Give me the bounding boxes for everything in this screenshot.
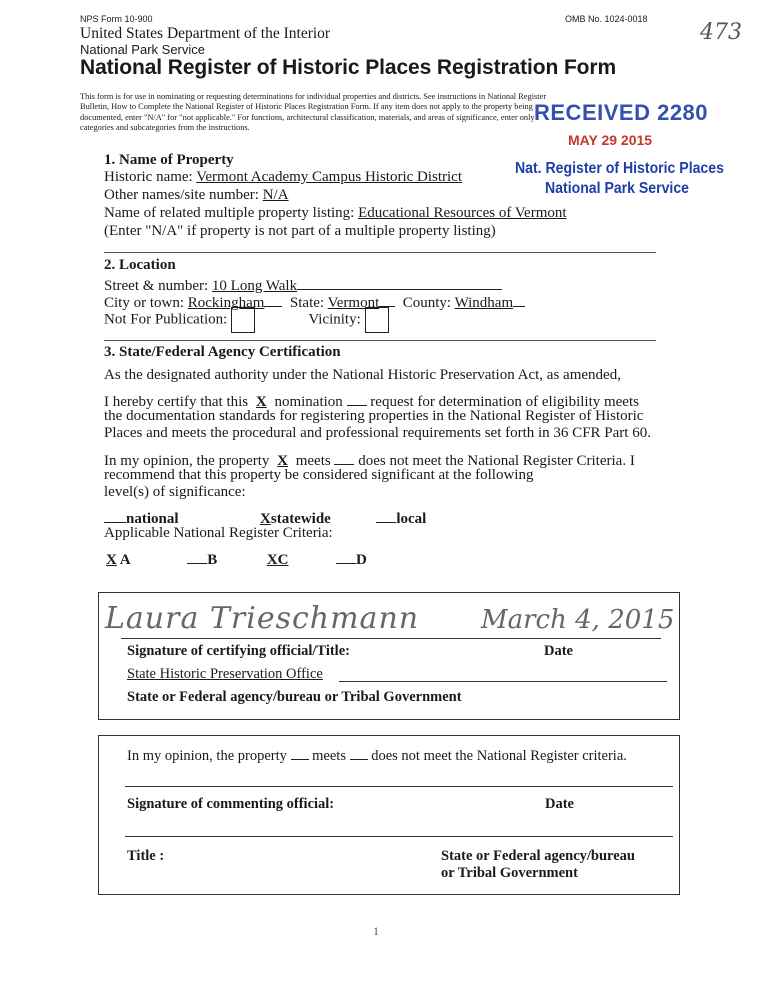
authority-statement: As the designated authority under the National Historic Preservation Act, as amended, [104, 367, 621, 383]
instruction-line: This form is for use in nominating or requesting determinations for individual properties and districts. See instructions in National Register [80, 92, 547, 101]
certify-text: I hereby certify that this [104, 394, 249, 410]
criterion-b: B [207, 552, 218, 568]
street-value: 10 Long Walk [211, 278, 298, 294]
criterion-b-blank [187, 549, 207, 564]
does-not-meet-blank [350, 745, 368, 760]
blank-line [297, 275, 502, 290]
state-value: Vermont [327, 295, 380, 311]
received-stamp: RECEIVED 2280 [534, 100, 709, 125]
instruction-line: Bulletin, How to Complete the National Register of Historic Places Registration Form. If any item does not apply to the property being [80, 102, 533, 112]
criterion-c: C [277, 552, 289, 568]
does-not-meet-blank [334, 450, 354, 465]
handwritten-date: March 4, 2015 [481, 605, 675, 635]
other-names-row [104, 187, 289, 204]
commenting-agency-line2: or Tribal Government [441, 865, 578, 881]
certifying-signature-label: Signature of certifying official/Title: [127, 643, 350, 659]
state-label: State: [289, 295, 325, 311]
criterion-a: A [119, 552, 130, 568]
office-name: State Historic Preservation Office [127, 666, 323, 682]
blank-line [264, 292, 282, 307]
commenting-does-not-meet-label: does not meet the National Register criteria. [371, 748, 627, 764]
opinion-line-3: level(s) of significance: [104, 484, 246, 500]
signature-line [121, 638, 661, 639]
opinion-line-2: recommend that this property be considered significant at the following [104, 467, 534, 483]
certifying-official-box [98, 592, 680, 720]
historic-name-label: Historic name: [104, 169, 193, 185]
meets-label: meets [295, 453, 331, 469]
form-number: NPS Form 10-900 [80, 14, 153, 24]
commenting-signature-line [125, 786, 673, 787]
section1-heading: 1. Name of Property [104, 152, 234, 168]
divider [104, 340, 656, 341]
criterion-d: D [356, 552, 367, 568]
statewide-label: statewide [270, 511, 331, 527]
county-value: Windham [454, 295, 514, 311]
related-listing-value: Educational Resources of Vermont [358, 205, 567, 221]
commenting-meets-label: meets [312, 748, 346, 764]
commenting-title-label: Title : [127, 848, 165, 864]
service-name: National Park Service [80, 42, 205, 57]
instruction-line: categories and subcategories from the instructions. [80, 123, 250, 133]
vicinity-checkbox[interactable] [365, 307, 389, 333]
instruction-line: documented, enter "N/A" for "not applicable." For functions, architectural classification, materials, and areas of significance, enter only [80, 112, 535, 122]
related-listing-row [104, 205, 567, 222]
omb-number: OMB No. 1024-0018 [565, 14, 648, 24]
request-blank [347, 391, 367, 406]
blank-line [379, 292, 395, 307]
certify-line-2: the documentation standards for registering properties in the National Register of Historic [104, 408, 644, 424]
does-not-meet-label: does not meet the National Register Criteria. I [358, 453, 635, 469]
commenting-opinion-row [127, 745, 627, 765]
other-names-value: N/A [262, 187, 289, 203]
related-listing-note: (Enter "N/A" if property is not part of a multiple property listing) [104, 223, 496, 239]
local-label: local [396, 511, 427, 527]
city-value: Rockingham [187, 295, 265, 311]
criterion-d-blank [336, 549, 356, 564]
historic-name-value: Vermont Academy Campus Historic District [196, 169, 463, 185]
commenting-signature-label: Signature of commenting official: [127, 796, 335, 812]
other-names-label: Other names/site number: [104, 187, 259, 203]
certifying-date-label: Date [544, 643, 573, 659]
title-line [125, 836, 673, 837]
page-number: 1 [373, 924, 379, 938]
national-label: national [126, 511, 179, 527]
meets-mark: X [277, 453, 288, 469]
office-line [339, 681, 667, 682]
criteria-row [104, 549, 367, 569]
nomination-mark: X [255, 394, 267, 410]
commenting-date-label: Date [545, 796, 574, 812]
vicinity-label: Vicinity: [308, 311, 361, 328]
criterion-a-mark: X [106, 552, 117, 568]
meets-blank [291, 745, 309, 760]
divider [104, 252, 656, 253]
agency-stamp-line1: Nat. Register of Historic Places [515, 160, 724, 177]
certify-line-3: Places and meets the procedural and professional requirements set forth in 36 CFR Part 60. [104, 425, 651, 441]
department-name: United States Department of the Interior [80, 25, 331, 42]
request-label: request for determination of eligibility meets [370, 394, 639, 410]
city-label: City or town: [104, 295, 185, 311]
received-date-stamp: MAY 29 2015 [568, 132, 653, 148]
not-for-publication-checkbox[interactable] [231, 307, 255, 333]
handwritten-signature: Laura Trieschmann [105, 601, 420, 636]
agency-stamp-line2: National Park Service [545, 180, 690, 197]
blank-line [513, 292, 525, 307]
statewide-mark: X [260, 511, 271, 527]
nomination-label: nomination [274, 394, 343, 410]
local-blank [376, 508, 396, 523]
handwritten-number: 473 [700, 20, 742, 45]
county-label: County: [402, 295, 452, 311]
publication-row [104, 307, 389, 333]
commenting-official-box [98, 735, 680, 895]
not-for-publication-label: Not For Publication: [104, 311, 228, 328]
section3-heading: 3. State/Federal Agency Certification [104, 344, 341, 360]
commenting-opinion-text: In my opinion, the property [127, 748, 287, 764]
criteria-label: Applicable National Register Criteria: [104, 525, 333, 541]
street-label: Street & number: [104, 278, 209, 294]
criterion-c-mark: X [266, 552, 278, 568]
form-title: National Register of Historic Places Registration Form [80, 56, 617, 79]
certifying-agency-label: State or Federal agency/bureau or Tribal Government [127, 689, 462, 705]
opinion-text: In my opinion, the property [104, 453, 270, 469]
related-listing-label: Name of related multiple property listing: [104, 205, 355, 221]
historic-name-row [104, 169, 462, 186]
national-blank [104, 508, 126, 523]
commenting-agency-line1: State or Federal agency/bureau [441, 848, 635, 864]
section2-heading: 2. Location [104, 257, 176, 273]
